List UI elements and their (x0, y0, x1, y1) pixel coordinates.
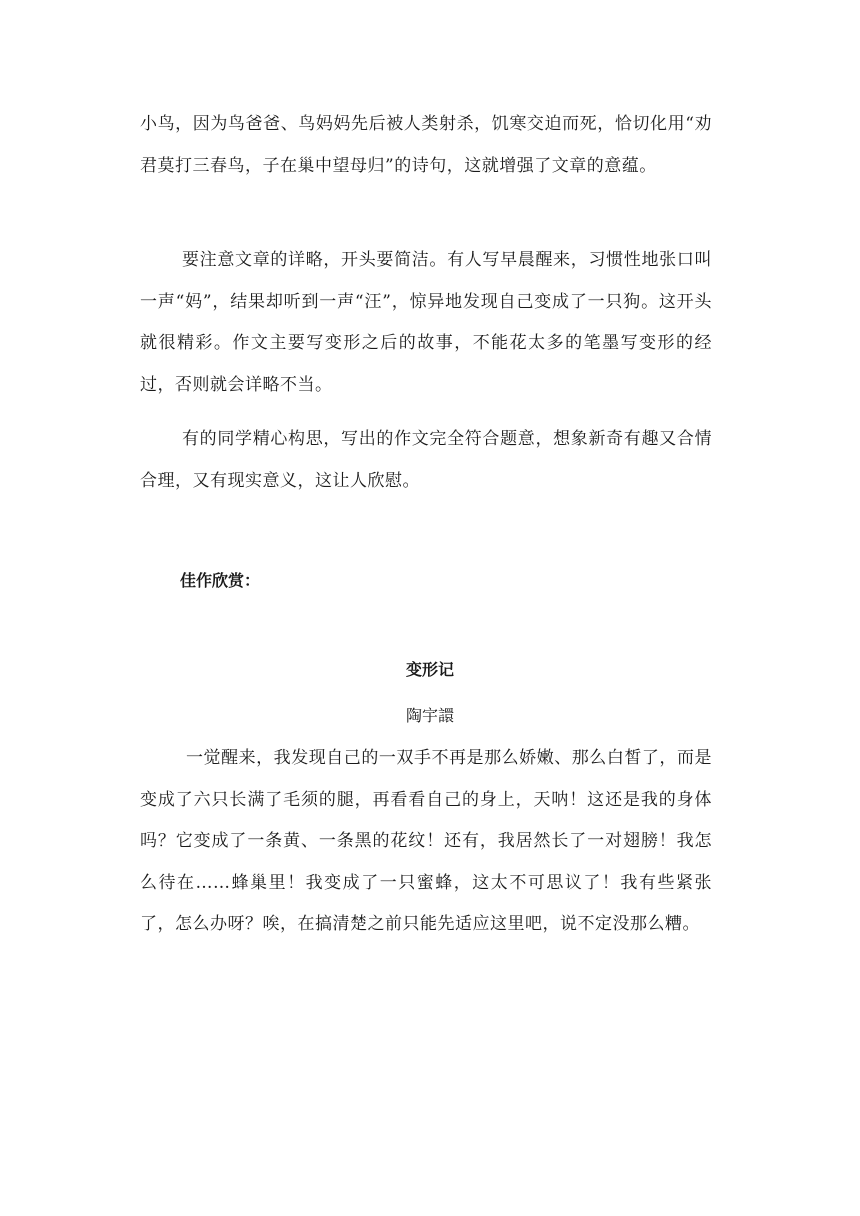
intro-paragraph-2: 要注意文章的详略，开头要简洁。有人写早晨醒来，习惯性地张口叫一声“妈”，结果却听到一声“汪”，惊异地发现自己变成了一只狗。这开头就很精彩。作文主要写变形之后的故事，不能花太多的笔墨写变形的经过，否则就会详略不当。 (140, 250, 712, 395)
section-heading: 佳作欣赏： (180, 571, 261, 590)
intro-paragraph-1: 小鸟，因为鸟爸爸、鸟妈妈先后被人类射杀，饥寒交迫而死，恰切化用“劝君莫打三春鸟，子在巢中望母归”的诗句，这就增强了文章的意蕴。 (140, 114, 712, 176)
essay-title: 变形记 (405, 660, 454, 679)
intro-paragraph-3: 有的同学精心构思，写出的作文完全符合题意，想象新奇有趣又合情合理，又有现实意义，这让人欣慰。 (140, 429, 712, 491)
essay-paragraph-1: 一觉醒来，我发现自己的一双手不再是那么娇嫩、那么白皙了，而是变成了六只长满了毛须的腿，再看看自己的身上，天呐！这还是我的身体吗？它变成了一条黄、一条黑的花纹！还有，我居然长了一对翅膀！我怎么待在……蜂巢里！我变成了一只蜜蜂，这太不可思议了！我有些紧张了，怎么办呀？唉，在搞清楚之前只能先适应这里吧，说不定没那么糟。 (140, 748, 712, 934)
essay-author: 陶宇譞 (405, 706, 454, 725)
